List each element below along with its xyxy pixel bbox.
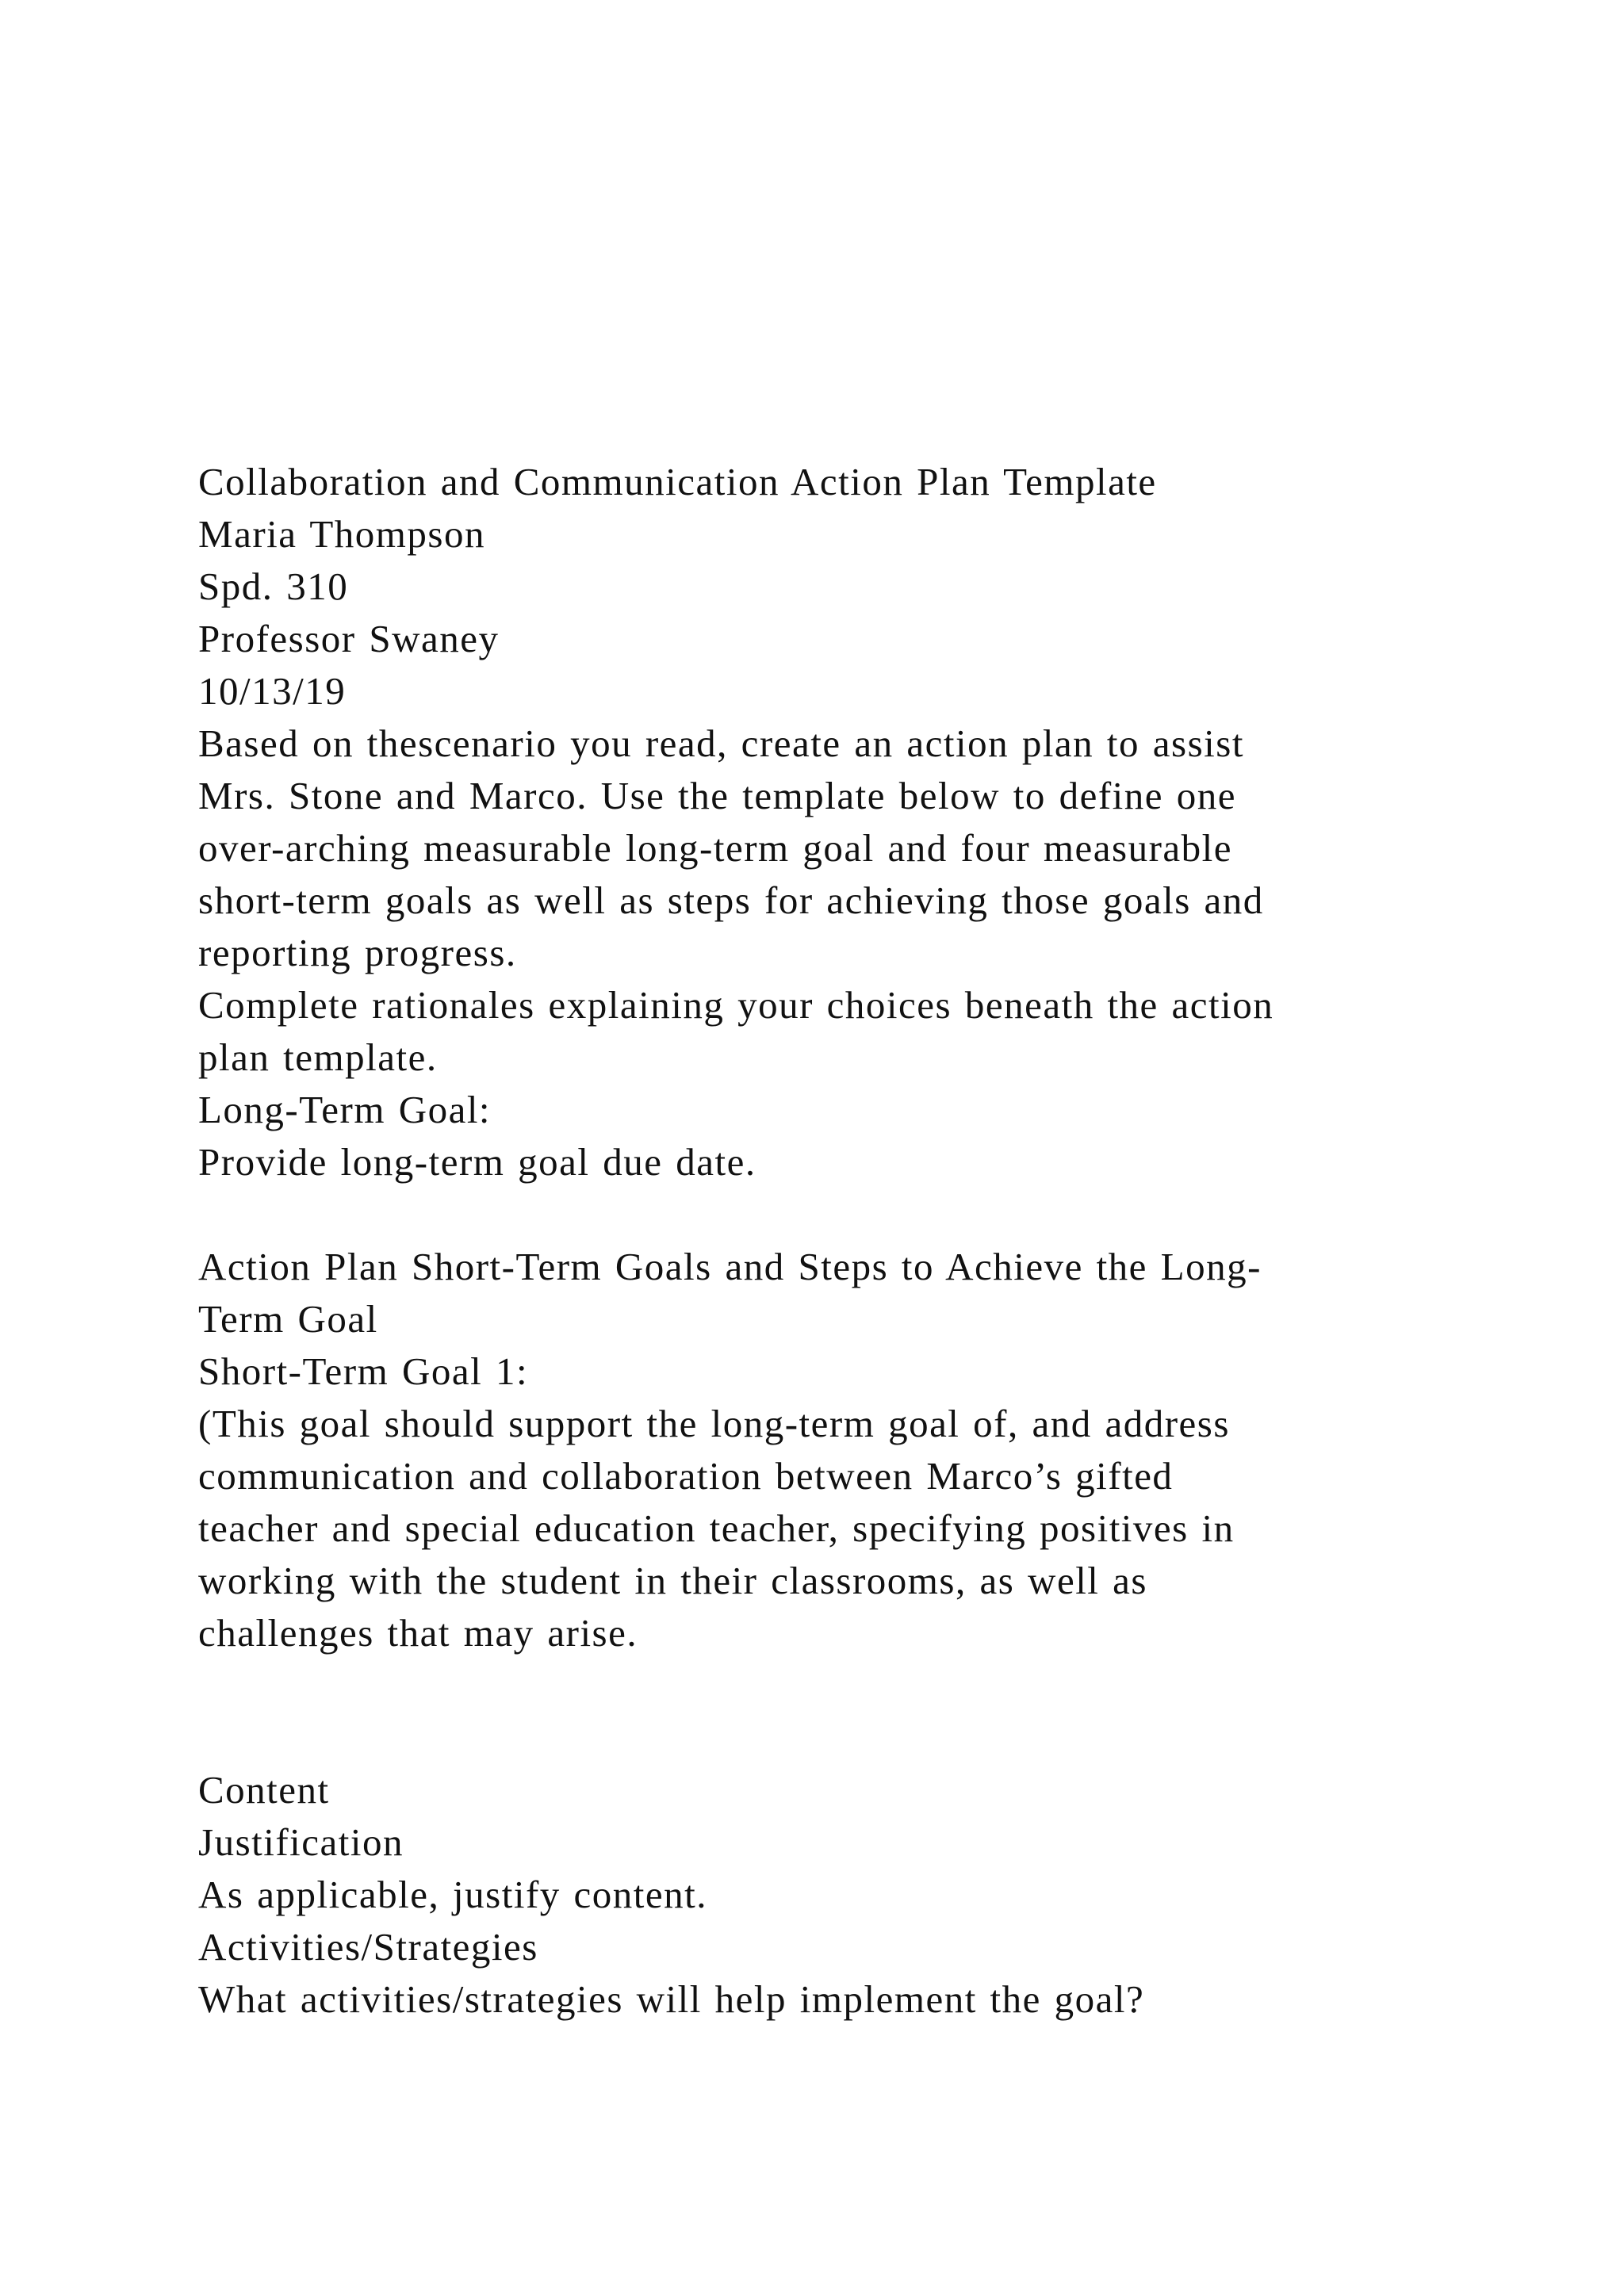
long-term-goal-label: Long-Term Goal: bbox=[198, 1088, 492, 1131]
professor-name: Professor Swaney bbox=[198, 617, 500, 660]
intro-line: over-arching measurable long-term goal and four measurable bbox=[198, 826, 1233, 870]
document-title: Collaboration and Communication Action Plan Template bbox=[198, 460, 1157, 503]
short-term-goal-1-desc-line: communication and collaboration between Marco’s gifted bbox=[198, 1454, 1174, 1498]
short-term-goal-1-desc-line: working with the student in their classrooms, as well as bbox=[198, 1559, 1147, 1602]
activities-desc: What activities/strategies will help implement the goal? bbox=[198, 1977, 1145, 2021]
spacer bbox=[198, 1659, 1507, 1712]
intro-line: short-term goals as well as steps for achieving those goals and bbox=[198, 878, 1264, 922]
short-term-goal-1-desc-line: teacher and special education teacher, specifying positives in bbox=[198, 1506, 1235, 1550]
rationale-line: plan template. bbox=[198, 1035, 438, 1079]
action-plan-heading-line: Action Plan Short-Term Goals and Steps to Achieve the Long- bbox=[198, 1245, 1262, 1288]
author-name: Maria Thompson bbox=[198, 512, 485, 556]
intro-line: Mrs. Stone and Marco. Use the template below to define one bbox=[198, 774, 1237, 817]
intro-line: Based on thescenario you read, create an action plan to assist bbox=[198, 721, 1244, 765]
long-term-goal-due: Provide long-term goal due date. bbox=[198, 1140, 756, 1184]
course-code: Spd. 310 bbox=[198, 564, 349, 608]
spacer bbox=[198, 1712, 1507, 1764]
document-date: 10/13/19 bbox=[198, 669, 347, 713]
justification-label: Justification bbox=[198, 1820, 404, 1864]
justification-desc: As applicable, justify content. bbox=[198, 1873, 707, 1916]
activities-label: Activities/Strategies bbox=[198, 1925, 538, 1969]
content-label: Content bbox=[198, 1768, 330, 1812]
spacer bbox=[198, 1188, 1507, 1241]
document-body bbox=[198, 456, 1507, 2026]
short-term-goal-1-desc-line: (This goal should support the long-term goal of, and address bbox=[198, 1402, 1230, 1445]
rationale-line: Complete rationales explaining your choices beneath the action bbox=[198, 983, 1274, 1027]
action-plan-heading-line: Term Goal bbox=[198, 1297, 378, 1341]
short-term-goal-1-label: Short-Term Goal 1: bbox=[198, 1349, 529, 1393]
short-term-goal-1-desc-line: challenges that may arise. bbox=[198, 1611, 638, 1655]
intro-line: reporting progress. bbox=[198, 931, 517, 974]
